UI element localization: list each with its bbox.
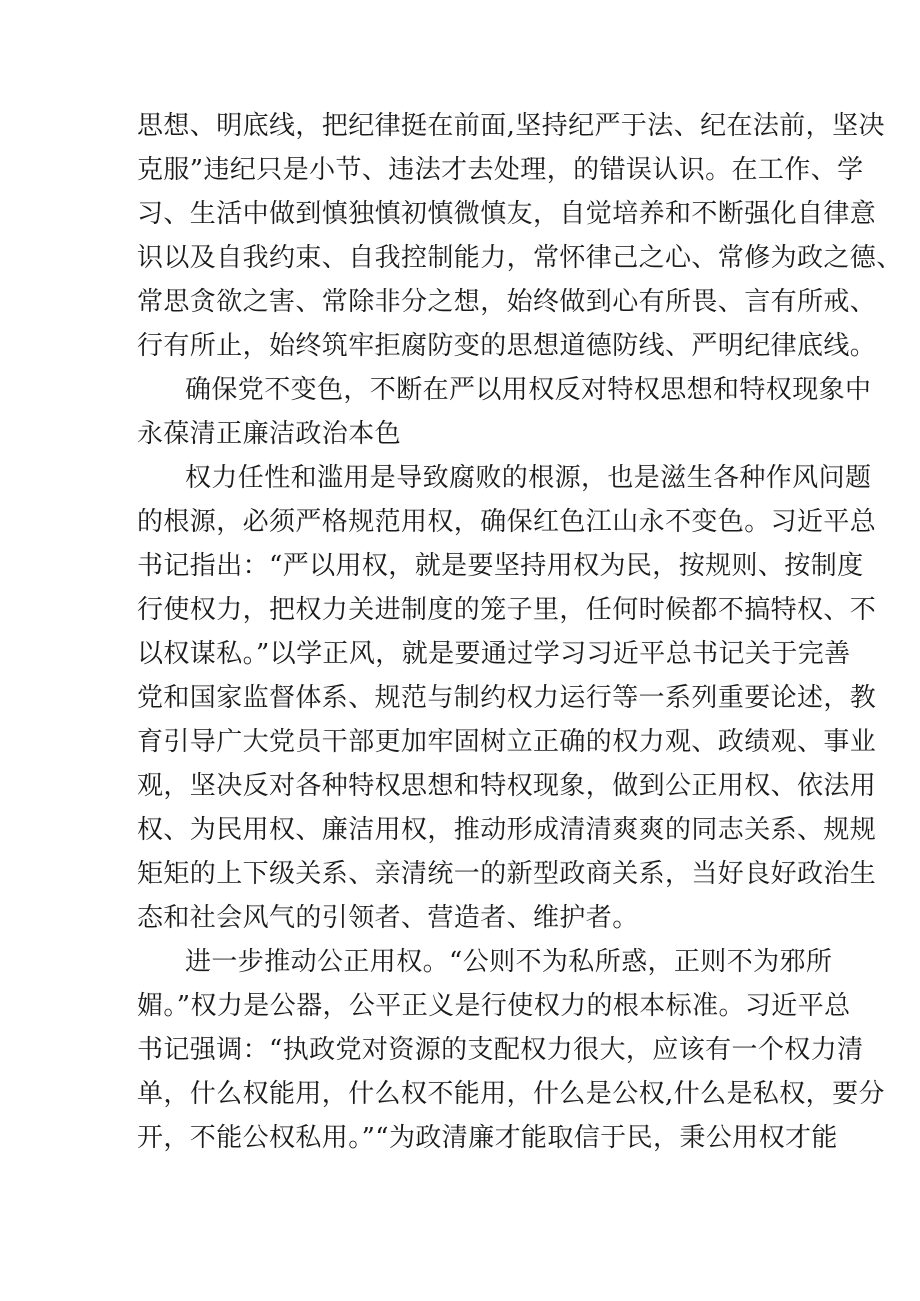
text-line: 行有所止，始终筑牢拒腐防变的思想道德防线、严明纪律底线。 bbox=[137, 331, 877, 361]
text-line: 育引导广大党员干部更加牢固树立正确的权力观、政绩观、事业 bbox=[137, 727, 877, 757]
text-line: 克服”违纪只是小节、违法才去处理，的错误认识。在工作、学 bbox=[137, 155, 864, 185]
text-line: 行使权力，把权力关进制度的笼子里，任何时候都不搞特权、不 bbox=[137, 595, 877, 625]
text-line: 识以及自我约束、自我控制能力，常怀律己之心、常修为政之德、 bbox=[137, 243, 903, 273]
text-line: 观，坚决反对各种特权思想和特权现象，做到公正用权、依法用 bbox=[137, 771, 877, 801]
text-line: 矩矩的上下级关系、亲清统一的新型政商关系，当好良好政治生 bbox=[137, 859, 877, 889]
text-line: 常思贪欲之害、常除非分之想，始终做到心有所畏、言有所戒、 bbox=[137, 287, 877, 317]
text-line: 思想、明底线，把纪律挺在前面,坚持纪严于法、纪在法前，坚决 bbox=[137, 111, 885, 141]
text-line: 书记强调：“执政党对资源的支配权力很大，应该有一个权力清 bbox=[137, 1035, 864, 1065]
text-line: 媚。”权力是公器，公平正义是行使权力的根本标准。习近平总 bbox=[137, 991, 851, 1021]
text-line: 的根源，必须严格规范用权，确保红色江山永不变色。习近平总 bbox=[137, 507, 877, 537]
text-line: 权力任性和滥用是导致腐败的根源，也是滋生各种作风问题 bbox=[185, 463, 872, 493]
text-line: 以权谋私。”以学正风，就是要通过学习习近平总书记关于完善 bbox=[137, 639, 851, 669]
text-line: 书记指出：“严以用权，就是要坚持用权为民，按规则、按制度 bbox=[137, 551, 864, 581]
text-line: 进一步推动公正用权。“公则不为私所惑，正则不为邪所 bbox=[185, 947, 833, 977]
text-line: 习、生活中做到慎独慎初慎微慎友，自觉培养和不断强化自律意 bbox=[137, 199, 877, 229]
section-heading-line: 永葆清正廉洁政治本色 bbox=[137, 419, 402, 449]
text-line: 党和国家监督体系、规范与制约权力运行等一系列重要论述，教 bbox=[137, 683, 877, 713]
text-line: 开，不能公权私用。”“为政清廉才能取信于民，秉公用权才能 bbox=[137, 1123, 838, 1153]
text-line: 态和社会风气的引领者、营造者、维护者。 bbox=[137, 903, 639, 933]
section-heading-line: 确保党不变色，不断在严以用权反对特权思想和特权现象中 bbox=[185, 375, 872, 405]
text-line: 单，什么权能用，什么权不能用，什么是公权,什么是私权，要分 bbox=[137, 1079, 885, 1109]
text-line: 权、为民用权、廉洁用权，推动形成清清爽爽的同志关系、规规 bbox=[137, 815, 877, 845]
